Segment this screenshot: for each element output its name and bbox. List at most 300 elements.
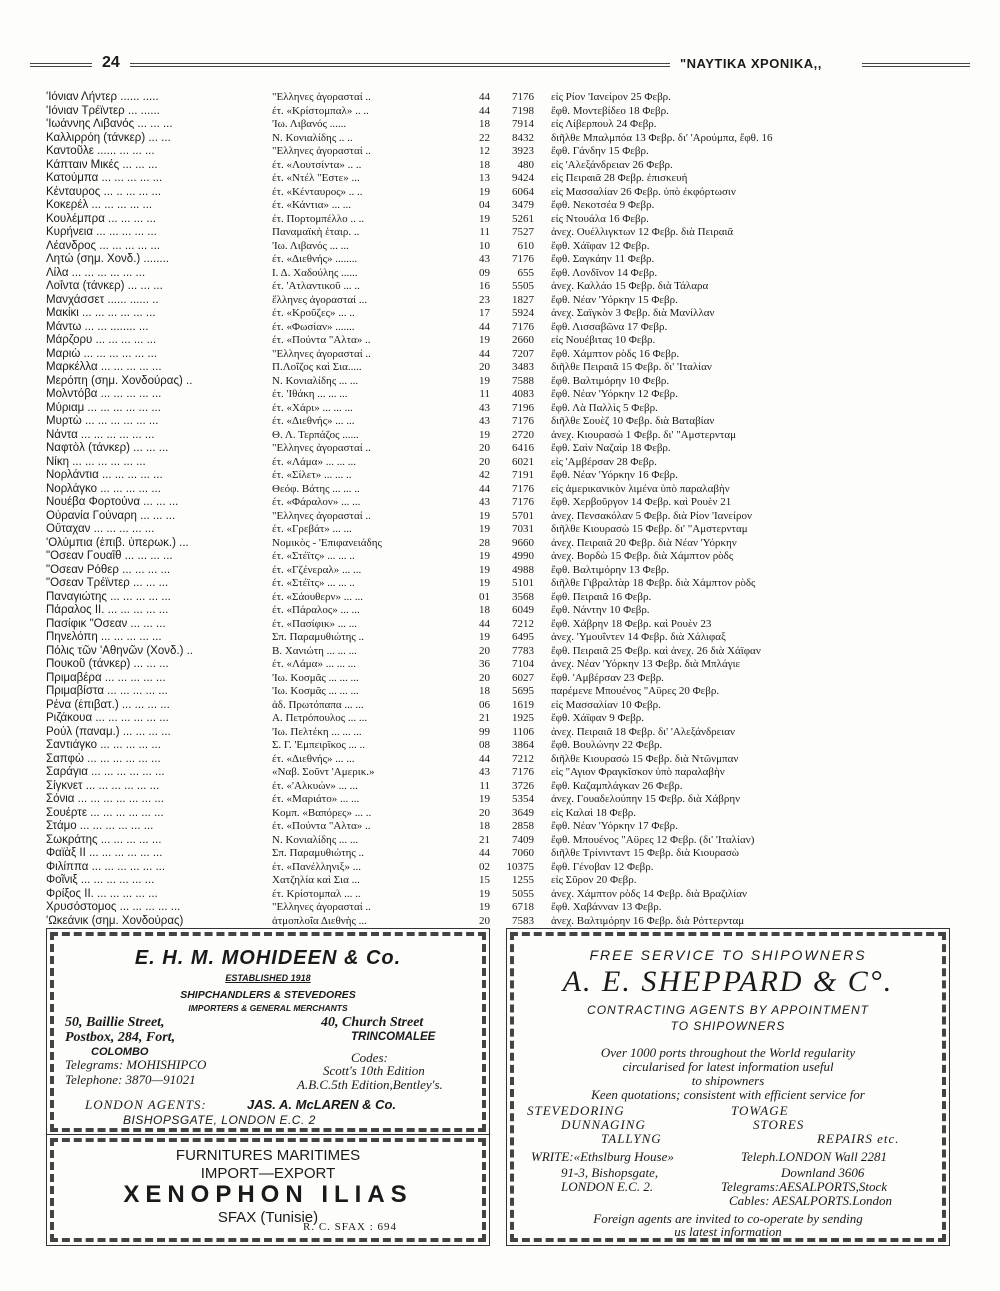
ship-name: Καλλιρρόη (τάνκερ) ... ... (46, 131, 171, 144)
movement-info: ἔφθ. Νέαν 'Υόρκην 12 Φεβρ. (551, 388, 678, 400)
owner-agent: έτ. «Κάντια» ... ... (272, 199, 351, 211)
tonnage: 7207 (512, 347, 534, 360)
sheppard-tagline: FREE SERVICE TO SHIPOWNERS (589, 947, 867, 963)
tonnage: 7176 (512, 496, 534, 508)
mohideen-codes-title: Codes: (351, 1050, 388, 1065)
tonnage: 1255 (512, 874, 534, 886)
movement-info: ἔφθ. Χάβρην 18 Φεβρ. καὶ Ρουὲν 23 (551, 617, 712, 630)
owner-agent: "Ελληνες ἀγορασταί .. (272, 509, 371, 522)
tonnage: 7104 (512, 658, 534, 670)
mohideen-telephone: Telephone: 3870—91021 (65, 1072, 196, 1087)
ship-name: Μακίκι ... ... ... ... ... ... (46, 307, 156, 319)
owner-agent: Σπ. Παραμυθιώτης .. (272, 847, 365, 859)
mohideen-addr-left-3: COLOMBO (91, 1046, 149, 1058)
movement-info: εἰς Ντουάλα 16 Φεβρ. (551, 212, 649, 225)
ship-name: 'Ολύμπια (ἐπιβ. ὑπερωκ.) ... (46, 536, 189, 549)
build-year: 36 (479, 658, 490, 670)
owner-agent: έτ. «Λάμα» ... ... ... (272, 658, 356, 670)
movement-info: ἔφθ. Σαγκάην 11 Φεβρ. (551, 253, 655, 265)
tonnage: 7176 (512, 482, 534, 495)
ship-name: Λίλα ... ... ... ... ... ... (46, 266, 146, 279)
table-row (46, 847, 976, 861)
table-row (46, 415, 976, 429)
owner-agent: έτ. «Πανέλληνιξ» ... (272, 860, 361, 873)
sheppard-sub1: CONTRACTING AGENTS BY APPOINTMENT (587, 1003, 869, 1017)
table-row (46, 537, 976, 551)
ad-xenophon (46, 1134, 490, 1246)
build-year: 19 (479, 523, 490, 535)
sheppard-p1: Over 1000 ports throughout the World regularity (600, 1045, 856, 1060)
ship-name: Κατούμπα ... ... ... ... ... (46, 172, 163, 184)
movement-info: διῆλθε Κιουρασὼ 15 Φεβρ. διὰ Ντῶνμπαν (551, 752, 739, 765)
ship-name: Πουκοῦ (τάνκερ) ... ... ... (46, 658, 169, 670)
ship-name: Οὔταχαν ... ... ... ... ... (46, 523, 155, 535)
table-row (46, 159, 976, 173)
tonnage: 3864 (512, 739, 534, 751)
build-year: 18 (479, 158, 490, 171)
movement-info: ἀνεχ. Βαλτιμόρην 16 Φεβρ. διὰ Ρόττερνταμ (551, 914, 745, 927)
table-row (46, 793, 976, 807)
table-row (46, 442, 976, 456)
movement-info: διῆλθε Γιβραλτὰρ 18 Φεβρ. διὰ Χάμπτον ρὸδς (551, 577, 756, 589)
build-year: 44 (479, 104, 490, 117)
table-row (46, 780, 976, 794)
table-row (46, 402, 976, 416)
build-year: 44 (479, 320, 490, 333)
ship-name: Μυρτὼ ... ... ... ... ... ... (46, 415, 159, 427)
owner-agent: Χατζηλία καὶ Σια ... (272, 874, 360, 886)
build-year: 20 (479, 442, 490, 454)
build-year: 18 (479, 604, 490, 616)
tonnage: 6064 (512, 185, 534, 198)
owner-agent: Κομπ. «Βαπόρες» ... .. (272, 806, 372, 819)
build-year: 11 (479, 226, 490, 238)
ship-name: Νορλάγκο ... ... ... ... ... (46, 482, 161, 495)
mohideen-codes-1: Scott's 10th Edition (323, 1063, 425, 1078)
owner-agent: έτ. «Σίλετ» ... ... .. (272, 469, 352, 481)
build-year: 19 (479, 185, 490, 198)
ship-name: Ριζάκουα ... ... ... ... ... ... (46, 712, 169, 724)
owner-agent: Α. Πετρόπουλος ... ... (272, 712, 368, 724)
table-row (46, 645, 976, 659)
owner-agent: Ν. Κονιαλίδης ... ... (272, 374, 359, 387)
build-year: 99 (479, 725, 490, 738)
ship-name: Σαντιάγκο ... ... ... ... ... (46, 739, 161, 751)
owner-agent: "Ελληνες ἀγορασταί .. (272, 442, 371, 454)
tonnage: 3923 (512, 145, 534, 157)
ship-name: "Οσεαν Ρόθερ ... ... ... ... (46, 563, 171, 576)
owner-agent: έτ. «Διεθνής» ... ... (272, 415, 355, 427)
mohideen-addr-right-1: 40, Church Street (321, 1015, 424, 1030)
ship-name: "Οσεαν Τρέϊντερ ... ... ... (46, 577, 169, 589)
build-year: 28 (479, 536, 490, 549)
table-row (46, 456, 976, 470)
movement-info: εἰς 'Αλεξάνδρειαν 26 Φεβρ. (551, 158, 673, 171)
movement-info: ἀνεχ. Καλλάο 15 Φεβρ. διὰ Τάλαρα (551, 280, 709, 292)
tonnage: 5354 (512, 793, 534, 805)
movement-info: εἰς Σῦρον 20 Φεβρ. (551, 874, 637, 886)
sheppard-p2: circularised for latest information useful (622, 1059, 834, 1074)
movement-info: ἔφθ. 'Αμβέρσαν 23 Φεβρ. (551, 671, 664, 684)
owner-agent: 'Ιω. Λιβανός ... ... (272, 239, 349, 252)
owner-agent: έτ. «Κρίστομπαλ» .. .. (272, 104, 369, 117)
sheppard-teleph: Teleph.LONDON Wall 2281 (741, 1149, 888, 1164)
ship-name: Νάντα ... ... ... ... ... ... (46, 428, 155, 441)
sheppard-telegrams: Telegrams:AESALPORTS,Stock (721, 1179, 887, 1194)
build-year: 44 (479, 482, 490, 495)
table-row (46, 523, 976, 537)
owner-agent: Ι. Δ. Χαδούλης ...... (272, 266, 358, 279)
build-year: 19 (479, 901, 490, 913)
tonnage: 3568 (512, 590, 534, 603)
build-year: 22 (479, 131, 490, 144)
table-row (46, 550, 976, 564)
movement-info: διῆλθε Σουὲζ 10 Φεβρ. διὰ Βαταβίαν (551, 415, 715, 427)
tonnage: 7914 (512, 118, 534, 130)
build-year: 19 (479, 550, 490, 562)
table-row (46, 321, 976, 335)
owner-agent: έτ. «Ντέλ "Εστε» ... (272, 172, 360, 184)
owner-agent: έτ. «Χάρι» ... ... ... (272, 401, 353, 414)
tonnage: 1619 (512, 698, 534, 711)
tonnage: 7176 (512, 253, 534, 265)
build-year: 19 (479, 887, 490, 900)
ship-name: Φιλίππα ... ... ... ... ... ... (46, 860, 166, 873)
movement-info: ἔφθ. Χάϊφαν 12 Φεβρ. (551, 239, 650, 252)
table-row (46, 91, 976, 105)
movement-info: ἀνεχ. Χάμπτον ρὸδς 14 Φεβρ. διὰ Βραζιλίαν (551, 887, 747, 900)
movement-info: ἔφθ. Νέαν 'Υόρκην 17 Φεβρ. (551, 820, 678, 832)
table-row (46, 334, 976, 348)
build-year: 44 (479, 347, 490, 360)
build-year: 23 (479, 293, 490, 306)
xenophon-name: XENOPHON ILIAS (123, 1181, 413, 1208)
page-header (30, 52, 970, 76)
ship-name: Κάπταιν Μικές ... ... ... (46, 158, 158, 171)
movement-info: ἔφθ. Μοντεβίδεο 18 Φεβρ. (551, 104, 669, 117)
ship-name: Μύριαμ ... ... ... ... ... ... (46, 401, 161, 414)
mohideen-name: E. H. M. MOHIDEEN & Co. (134, 947, 402, 969)
table-row (46, 915, 976, 929)
ship-name: Ρούλ (παναμ.) ... ... ... ... (46, 725, 171, 738)
sheppard-p4: Keen quotations; consistent with efficient service for (591, 1087, 865, 1102)
journal-title: "ΝΑΥΤΙΚΑ ΧΡΟΝΙΚΑ,, (680, 56, 822, 71)
build-year: 44 (479, 91, 490, 103)
movement-info: ἔφθ. Λονδῖνον 14 Φεβρ. (551, 266, 658, 279)
ship-name: 'Ωκεάνικ (σημ. Χονδούρας) (46, 914, 184, 927)
ad-mohideen (46, 928, 490, 1136)
ship-name: Φαϊὰξ ΙΙ ... ... ... ... ... ... (46, 847, 163, 859)
owner-agent: έτ. «'Αλκυών» ... ... (272, 779, 358, 792)
owner-agent: έτ. «Κένταυρος» .. .. (272, 185, 363, 198)
movement-info: ἔφθ. Χάμπτον ρὸδς 16 Φεβρ. (551, 347, 680, 360)
ship-name: Οὐρανία Γούναρη ... ... ... (46, 509, 176, 522)
build-year: 21 (479, 833, 490, 846)
table-row (46, 348, 976, 362)
tonnage: 4990 (512, 550, 534, 562)
ship-name: Σαράγια ... ... ... ... ... ... (46, 766, 165, 778)
tonnage: 5695 (512, 685, 534, 697)
owner-agent: έτ. Κρίστομπαλ ... .. (272, 887, 361, 900)
owner-agent: «Ναβ. Σοῦντ 'Αμερικ.» (272, 766, 375, 778)
build-year: 20 (479, 671, 490, 684)
tonnage: 1827 (512, 293, 534, 306)
ship-name: Φρίξος ΙΙ. ... ... ... ... ... (46, 887, 158, 900)
owner-agent: Παναμαϊκὴ ἑταιρ. .. (272, 226, 360, 238)
build-year: 19 (479, 509, 490, 522)
owner-agent: έτ. «Διεθνής» ... ... (272, 752, 355, 765)
owner-agent: "Ελληνες ἀγορασταί .. (272, 901, 371, 913)
ship-name: Χρυσόστομος ... ... ... ... ... (46, 901, 181, 913)
table-row (46, 726, 976, 740)
build-year: 19 (479, 334, 490, 346)
ship-name: 'Ιόνιαν Τρέϊντερ ... ...... (46, 104, 160, 117)
tonnage: 6049 (512, 604, 534, 616)
owner-agent: "Ελληνες ἀγορασταί .. (272, 347, 371, 360)
owner-agent: 'Ιω. Κοσμᾶς ... ... ... (272, 685, 359, 697)
table-row (46, 361, 976, 375)
movement-info: εἰς Λίβερπουλ 24 Φεβρ. (551, 118, 657, 130)
ship-name: Νουέβα Φορτούνα ... ... ... (46, 496, 179, 508)
movement-info: ἔφθ. Σαὶν Ναζαὶρ 18 Φεβρ. (551, 442, 671, 454)
tonnage: 10375 (506, 860, 534, 873)
ship-name: Μερόπη (σημ. Χονδούρας) .. (46, 374, 193, 387)
mohideen-established: ESTABLISHED 1918 (225, 973, 311, 983)
build-year: 42 (479, 469, 490, 481)
owner-agent: έτ. «Στέϊτς» ... ... .. (272, 577, 355, 589)
owner-agent: έτ. «Λάμα» ... ... ... (272, 455, 356, 468)
tonnage: 2720 (512, 428, 534, 441)
page-number: 24 (102, 54, 120, 71)
tonnage: 6416 (512, 442, 534, 454)
movement-info: ἀνεχ. Σαϊγκὸν 3 Φεβρ. διὰ Μανίλλαν (551, 307, 715, 319)
movement-info: ἔφθ. Γένοβαν 12 Φεβρ. (551, 860, 654, 873)
tonnage: 7176 (512, 91, 534, 103)
ship-name: Μάρζορυ ... ... ... ... ... (46, 334, 157, 346)
movement-info: εἰς Μασσαλίαν 26 Φεβρ. ὑπὸ ἐκφόρτωσιν (551, 185, 736, 198)
xenophon-line2: IMPORT—EXPORT (200, 1165, 336, 1182)
movement-info: ἔφθ. Χαβάνναν 13 Φεβρ. (551, 901, 662, 913)
mohideen-telegrams: Telegrams: MOHISHIPCO (65, 1057, 207, 1072)
xenophon-line1: FURNITURES MARITIMES (175, 1147, 361, 1164)
sheppard-name: A. E. SHEPPARD & C°. (562, 965, 894, 998)
movement-info: εἰς Καλαὶ 18 Φεβρ. (551, 806, 637, 819)
build-year: 17 (479, 307, 490, 319)
table-row (46, 807, 976, 821)
ship-name: Μολντόβα ... ... ... ... ... (46, 388, 162, 400)
tonnage: 5701 (512, 509, 534, 522)
ship-name: Πριμαβίστα ... ... ... ... ... (46, 685, 168, 697)
ship-name: "Οσεαν Γουαΐθ ... ... ... ... (46, 550, 173, 562)
tonnage: 5505 (512, 280, 534, 292)
build-year: 20 (479, 914, 490, 927)
build-year: 18 (479, 820, 490, 832)
tonnage: 7060 (512, 847, 534, 859)
tonnage: 6021 (512, 455, 534, 468)
ship-name: Πριμαβέρα ... ... ... ... ... (46, 671, 166, 684)
table-row (46, 429, 976, 443)
ship-name: Πάραλος ΙΙ. ... ... ... ... ... (46, 604, 169, 616)
movement-info: ἀνεχ. Πειραιᾶ 18 Φεβρ. δι' 'Αλεξάνδρειαν (551, 725, 735, 738)
owner-agent: 'Ιω. Κοσμᾶς ... ... ... (272, 671, 359, 684)
movement-info: ἔφθ. Βαλτιμόρην 13 Φεβρ. (551, 563, 670, 576)
sheppard-service-stevedoring: STEVEDORING (527, 1103, 625, 1118)
tonnage: 7191 (512, 469, 534, 481)
movement-info: ἀνεχ. 'Υμουΐντεν 14 Φεβρ. διὰ Χάλιφαξ (551, 631, 726, 643)
tonnage: 6027 (512, 671, 534, 684)
mohideen-london-addr: BISHOPSGATE, LONDON E.C. 2 (123, 1113, 316, 1127)
ship-name: Νίκη ... ... ... ... ... ... (46, 455, 146, 468)
table-row (46, 267, 976, 281)
tonnage: 480 (517, 158, 534, 171)
sheppard-service-towage: TOWAGE (731, 1103, 789, 1118)
ship-name: Κοκερέλ ... ... ... ... ... (46, 199, 153, 211)
ship-name: Μανχάσσετ ...... ...... .. (46, 293, 159, 306)
build-year: 19 (479, 563, 490, 576)
movement-info: ἔφθ. Πειραιᾶ 16 Φεβρ. (551, 590, 652, 603)
build-year: 18 (479, 118, 490, 130)
owner-agent: 'Ιω. Λιβανός ...... (272, 118, 347, 130)
table-row (46, 199, 976, 213)
movement-info: διῆλθε Κιουρασὼ 15 Φεβρ. δι' "Αμστερνταμ (551, 523, 748, 535)
build-year: 19 (479, 577, 490, 589)
movement-info: διῆλθε Πειραιᾶ 15 Φεβρ. δι' 'Ιταλίαν (551, 361, 712, 373)
sheppard-foot2: us latest information (674, 1224, 782, 1239)
ship-name: Σόνια ... ... ... ... ... ... ... (46, 793, 164, 805)
movement-info: ἀνεχ. Ουέλλιγκτων 12 Φεβρ. διὰ Πειραιᾶ (551, 226, 734, 238)
movement-info: ἀνεχ. Πενσακόλαν 5 Φεβρ. διὰ Ρίον 'Ιανείρον (551, 509, 752, 522)
ship-name: Παναγιώτης ... ... ... ... ... (46, 590, 171, 603)
build-year: 13 (479, 172, 490, 184)
ship-name: Καντοῦλε ...... ... ... ... (46, 145, 155, 157)
tonnage: 2660 (512, 334, 534, 346)
movement-info: ἔφθ. Νάντην 10 Φεβρ. (551, 604, 650, 616)
owner-agent: ἕλληνες ἀγορασταί ... (272, 293, 368, 306)
table-row (46, 901, 976, 915)
table-row (46, 712, 976, 726)
table-row (46, 685, 976, 699)
tonnage: 5261 (512, 212, 534, 225)
sheppard-p3: to shipowners (691, 1073, 765, 1088)
tonnage: 7583 (512, 914, 534, 927)
tonnage: 6495 (512, 631, 534, 643)
build-year: 43 (479, 401, 490, 414)
ship-name: Ρένα (ἐπιβατ.) ... ... ... ... (46, 698, 170, 711)
build-year: 19 (479, 631, 490, 643)
ship-name: Σουέρτε ... ... ... ... ... ... (46, 806, 164, 819)
ship-name: Κυρήνεια ... ... ... ... ... (46, 226, 157, 238)
ship-name: Ναφτὸλ (τάνκερ) ... ... ... (46, 442, 169, 454)
table-row (46, 753, 976, 767)
owner-agent: έτ. «Λουτσίντα» .. .. (272, 158, 362, 171)
header-rule-left (30, 63, 92, 67)
tonnage: 7031 (512, 523, 534, 535)
tonnage: 3483 (512, 361, 534, 373)
build-year: 43 (479, 766, 490, 778)
movement-info: ἀνεχ. Γουαδελούπην 15 Φεβρ. διὰ Χάβρην (551, 793, 741, 805)
movement-info: ἔφθ. Νέαν 'Υόρκην 15 Φεβρ. (551, 293, 678, 306)
movement-info: ἔφθ. Καζαμπλάγκαν 26 Φεβρ. (551, 779, 683, 792)
owner-agent: έτ. Πορτομπέλλο .. .. (272, 212, 365, 225)
table-row (46, 861, 976, 875)
owner-agent: Π.Λοΐζος καὶ Σια..... (272, 361, 362, 373)
tonnage: 5101 (512, 577, 534, 589)
xenophon-city: SFAX (Tunisie) (217, 1209, 319, 1226)
owner-agent: έτ. «Φωσίαν» ....... (272, 320, 355, 333)
tonnage: 7588 (512, 374, 534, 387)
mohideen-london-name: JAS. A. McLAREN & Co. (247, 1097, 397, 1112)
sheppard-service-dunnaging: DUNNAGING (561, 1117, 646, 1132)
sheppard-cables: Cables: AESALPORTS.London (729, 1193, 892, 1208)
sheppard-service-tallyng: TALLYNG (601, 1131, 662, 1146)
owner-agent: έτ. «Κροῦζες» ... .. (272, 307, 355, 319)
build-year: 43 (479, 253, 490, 265)
build-year: 04 (479, 199, 490, 211)
table-row (46, 510, 976, 524)
owner-agent: έτ. «Γρεβάτ» ... ... (272, 523, 352, 535)
table-row (46, 699, 976, 713)
movement-info: παρέμενε Μπουένος "Αϋρες 20 Φεβρ. (551, 685, 720, 697)
build-year: 43 (479, 496, 490, 508)
movement-info: ἔφθ. Λὰ Παλλὶς 5 Φεβρ. (551, 401, 658, 414)
build-year: 19 (479, 793, 490, 805)
table-row (46, 564, 976, 578)
movement-info: ἀνεχ. Κιουρασὼ 1 Φεβρ. δι' "Αμστερνταμ (551, 428, 736, 441)
sheppard-service-stores: STORES (753, 1117, 805, 1132)
tonnage: 6718 (512, 901, 534, 913)
ship-movements-table (46, 91, 976, 928)
tonnage: 7527 (512, 226, 534, 238)
build-year: 21 (479, 712, 490, 724)
table-row (46, 739, 976, 753)
owner-agent: έτ. «Πάραλος» ... ... (272, 604, 360, 616)
tonnage: 4083 (512, 388, 534, 400)
owner-agent: Νομικὸς - 'Επιφανειάδης (272, 536, 382, 549)
ship-name: Λητώ (σημ. Χονδ.) ........ (46, 253, 169, 265)
table-row (46, 672, 976, 686)
movement-info: εἰς Πειραιᾶ 28 Φεβρ. ἐπισκευή (551, 172, 688, 184)
owner-agent: Ν. Κονιαλίδης .. .. (272, 131, 353, 144)
build-year: 09 (479, 266, 490, 279)
build-year: 02 (479, 860, 490, 873)
build-year: 44 (479, 847, 490, 859)
movement-info: ἀνεχ. Πειραιᾶ 20 Φεβρ. διὰ Νέαν 'Υόρκην (551, 536, 737, 549)
tonnage: 7176 (512, 766, 534, 778)
movement-info: ἔφθ. Γάνδην 15 Φεβρ. (551, 145, 649, 157)
tonnage: 1925 (512, 712, 534, 724)
tonnage: 7176 (512, 320, 534, 333)
build-year: 19 (479, 428, 490, 441)
mohideen-addr-left-2: Postbox, 284, Fort, (65, 1030, 176, 1045)
table-row (46, 658, 976, 672)
tonnage: 3649 (512, 806, 534, 819)
movement-info: εἰς ἀμερικανικὸν λιμένα ὑπὸ παραλαβὴν (551, 482, 730, 495)
table-row (46, 496, 976, 510)
table-row (46, 631, 976, 645)
build-year: 11 (479, 388, 490, 400)
movement-info: εἰς Ρίον 'Ιανείρον 25 Φεβρ. (551, 91, 671, 103)
ship-name: Σαπφὼ ... ... ... ... ... ... (46, 752, 161, 765)
tonnage: 2858 (512, 820, 534, 832)
table-row (46, 618, 976, 632)
build-year: 10 (479, 239, 490, 252)
table-row (46, 604, 976, 618)
tonnage: 7176 (512, 415, 534, 427)
build-year: 01 (479, 590, 490, 603)
tonnage: 655 (517, 266, 534, 279)
owner-agent: έτ. «Γζένεραλ» ... ... (272, 563, 362, 576)
build-year: 15 (479, 874, 490, 886)
